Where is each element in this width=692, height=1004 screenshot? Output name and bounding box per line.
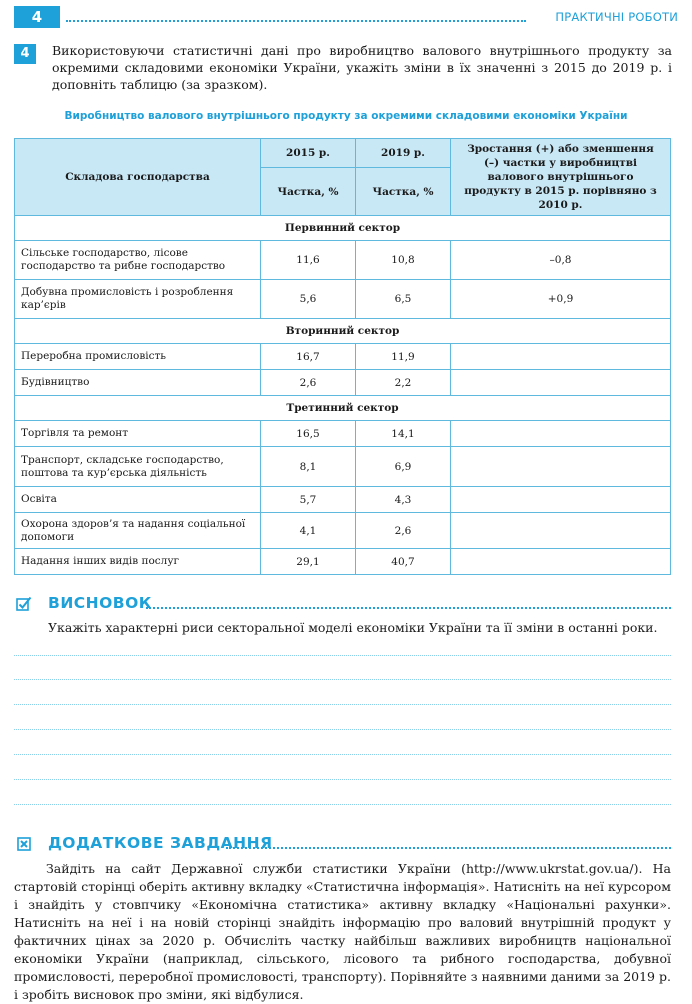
row-change <box>451 421 671 447</box>
header-2019: 2019 р. <box>356 139 451 168</box>
answer-line <box>14 679 671 680</box>
gdp-table <box>14 138 671 575</box>
row-change <box>451 344 671 370</box>
task-number: 4 <box>14 44 36 64</box>
section-title: ПРАКТИЧНІ РОБОТИ <box>555 10 678 24</box>
sector-row-secondary: Вторинний сектор <box>15 319 671 344</box>
row-2019: 4,3 <box>356 487 451 513</box>
row-name: Охорона здоров’я та надання соціальної допомоги <box>15 513 261 549</box>
sector-row-tertiary: Третинний сектор <box>15 396 671 421</box>
row-2015: 16,7 <box>261 344 356 370</box>
row-2019: 6,5 <box>356 280 451 319</box>
row-2019: 11,9 <box>356 344 451 370</box>
row-change <box>451 487 671 513</box>
table-row <box>15 549 671 575</box>
answer-line <box>14 704 671 705</box>
row-2019: 2,2 <box>356 370 451 396</box>
table-row <box>15 487 671 513</box>
row-2015: 8,1 <box>261 447 356 487</box>
row-2015: 5,6 <box>261 280 356 319</box>
conclusion-question: Укажіть характерні риси секторальної моделі економіки України та її зміни в останні роки. <box>48 620 658 635</box>
row-change <box>451 447 671 487</box>
extra-text: Зайдіть на сайт Державної служби статистики України (http://www.ukrstat.gov.ua/). На стартовій сторінці оберіть активну вкладку «Статистична інформація». Натисніть на неї курсором і знайдіть у стовпчику «Економічна статистика» активну вкладку «Національні рахунки». Натисніть на неї і на новій сторінці знайдіть інформацію про валовий внутрішній продукт у фактичних цінах за 2020 р. Обчисліть частку найбільш важливих виробництв національної економіки України (наприклад, сільського, лісового та рибного господарства, добувної промисловості, переробної промисловості, транспорту). Порівняйте з наявними даними за 2019 р. і зробіть висновок про зміни, які відбулися. <box>14 861 671 1002</box>
task-text: Використовуючи статистичні дані про виробництво валового внутрішнього продукту за окремими складовими економіки України, укажіть зміни в їх значенні з 2015 до 2019 р. і доповніть таблицю (за зразком). <box>52 43 672 92</box>
table-row <box>15 241 671 280</box>
row-2019: 10,8 <box>356 241 451 280</box>
extra-divider <box>226 847 671 849</box>
table-title: Виробництво валового внутрішнього продукту за окремими складовими економіки України <box>64 110 628 122</box>
row-2015: 29,1 <box>261 549 356 575</box>
header-2015: 2015 р. <box>261 139 356 168</box>
header-share-2019: Частка, % <box>356 168 451 216</box>
answer-line <box>14 729 671 730</box>
row-name: Надання інших видів послуг <box>15 549 261 575</box>
header-change: Зростання (+) або зменшення (–) частки у виробництві валового внутрішнього продукту в 2015 р. порівняно з 2010 р. <box>451 139 671 216</box>
header-component: Складова господарства <box>15 139 261 216</box>
row-2019: 14,1 <box>356 421 451 447</box>
row-change <box>451 513 671 549</box>
row-2015: 5,7 <box>261 487 356 513</box>
header-share-2015: Частка, % <box>261 168 356 216</box>
row-change <box>451 549 671 575</box>
conclusion-title: ВИСНОВОК <box>48 594 152 612</box>
extra-title: ДОДАТКОВЕ ЗАВДАННЯ <box>48 834 273 852</box>
row-2015: 4,1 <box>261 513 356 549</box>
row-2019: 2,6 <box>356 513 451 549</box>
row-2019: 6,9 <box>356 447 451 487</box>
answer-line <box>14 804 671 805</box>
row-name: Переробна промисловість <box>15 344 261 370</box>
checkbox-cross-icon <box>16 836 32 852</box>
checkbox-check-icon <box>16 596 32 612</box>
answer-line <box>14 754 671 755</box>
header-divider <box>66 20 526 22</box>
row-name: Транспорт, складське господарство, поштова та кур’єрська діяльність <box>15 447 261 487</box>
sector-row-primary: Первинний сектор <box>15 216 671 241</box>
table-row <box>15 280 671 319</box>
table-row <box>15 344 671 370</box>
row-2015: 11,6 <box>261 241 356 280</box>
answer-line <box>14 655 671 656</box>
row-change <box>451 370 671 396</box>
conclusion-divider <box>146 607 671 609</box>
row-change: –0,8 <box>451 241 671 280</box>
table-row <box>15 447 671 487</box>
row-change: +0,9 <box>451 280 671 319</box>
row-2019: 40,7 <box>356 549 451 575</box>
table-row <box>15 513 671 549</box>
row-name: Торгівля та ремонт <box>15 421 261 447</box>
row-name: Будівництво <box>15 370 261 396</box>
answer-line <box>14 779 671 780</box>
row-name: Освіта <box>15 487 261 513</box>
page-number: 4 <box>14 6 60 28</box>
table-row <box>15 370 671 396</box>
row-name: Добувна промисловість і розроблення кар’єрів <box>15 280 261 319</box>
row-2015: 16,5 <box>261 421 356 447</box>
row-name: Сільське господарство, лісове господарство та рибне господарство <box>15 241 261 280</box>
table-row <box>15 421 671 447</box>
row-2015: 2,6 <box>261 370 356 396</box>
